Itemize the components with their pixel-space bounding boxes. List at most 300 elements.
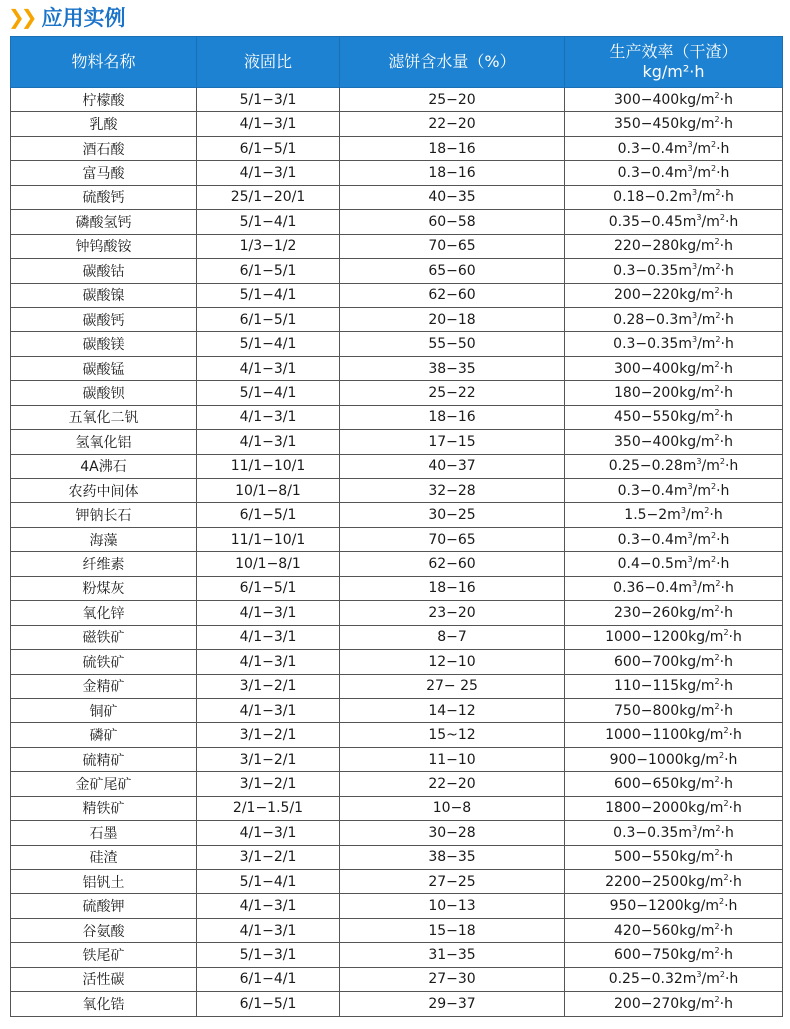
efficiency-part: ·h: [724, 458, 739, 475]
efficiency-part: 200−270kg/m: [614, 995, 715, 1012]
cell-material: 精铁矿: [11, 796, 197, 820]
efficiency-part: ·h: [720, 189, 734, 206]
cell-efficiency: [565, 332, 783, 356]
table-row: [11, 210, 783, 234]
application-table: [10, 36, 783, 1017]
cell-ratio: 5/1−4/1: [197, 381, 340, 405]
efficiency-part: ·h: [719, 849, 733, 866]
cell-material: 碳酸锰: [11, 356, 197, 380]
cell-ratio: 4/1−3/1: [197, 161, 340, 185]
efficiency-part: 1800−2000kg/m: [605, 800, 724, 817]
cell-efficiency: [565, 747, 783, 771]
cell-moisture: 29−37: [340, 992, 565, 1016]
table-row: [11, 796, 783, 820]
cell-moisture: 55−50: [340, 332, 565, 356]
cell-moisture: 10−13: [340, 894, 565, 918]
cell-material: 五氧化二钒: [11, 405, 197, 429]
efficiency-part: ·h: [719, 653, 733, 670]
cell-moisture: 27− 25: [340, 674, 565, 698]
cell-material: 磷矿: [11, 723, 197, 747]
efficiency-part: ·h: [719, 116, 733, 133]
cell-moisture: 38−35: [340, 845, 565, 869]
cell-moisture: 22−20: [340, 772, 565, 796]
cell-moisture: 10−8: [340, 796, 565, 820]
cell-efficiency: [565, 381, 783, 405]
cell-moisture: 8−7: [340, 625, 565, 649]
unit-exponent: 2: [723, 872, 729, 882]
unit-exponent: 2: [719, 212, 725, 222]
cell-efficiency: [565, 479, 783, 503]
efficiency-part: 0.3−0.4m: [617, 482, 688, 499]
efficiency-part: ·h: [724, 971, 739, 988]
cell-ratio: 5/1−4/1: [197, 210, 340, 234]
cell-efficiency: [565, 503, 783, 527]
efficiency-part: 450−550kg/m: [614, 409, 715, 426]
efficiency-part: ·h: [720, 336, 734, 353]
efficiency-part: ·h: [720, 262, 734, 279]
cell-material: 磁铁矿: [11, 625, 197, 649]
unit-exponent: 3: [687, 139, 693, 149]
efficiency-part: /m: [697, 311, 716, 328]
unit-exponent: 3: [691, 579, 698, 589]
cell-ratio: 10/1−8/1: [197, 552, 340, 576]
efficiency-part: ·h: [728, 800, 742, 817]
cell-moisture: 70−65: [340, 527, 565, 551]
table-row: [11, 430, 783, 454]
cell-efficiency: [565, 112, 783, 136]
cell-material: 铝钒土: [11, 870, 197, 894]
cell-efficiency: [565, 356, 783, 380]
efficiency-part: /m: [697, 824, 716, 841]
efficiency-part: 420−560kg/m: [614, 922, 715, 939]
unit-exponent: 2: [714, 432, 720, 442]
cell-moisture: 62−60: [340, 283, 565, 307]
cell-moisture: 18−16: [340, 405, 565, 429]
efficiency-part: 0.3−0.4m: [617, 140, 688, 157]
table-row: [11, 479, 783, 503]
cell-efficiency: [565, 88, 783, 112]
unit-exponent: 3: [687, 530, 693, 540]
cell-moisture: 40−37: [340, 454, 565, 478]
table-row: [11, 894, 783, 918]
cell-moisture: 23−20: [340, 601, 565, 625]
cell-material: 碳酸钴: [11, 259, 197, 283]
table-row: [11, 112, 783, 136]
efficiency-part: 200−220kg/m: [614, 287, 715, 304]
cell-efficiency: [565, 674, 783, 698]
efficiency-part: 0.3−0.4m: [617, 531, 688, 548]
cell-efficiency: [565, 772, 783, 796]
table-row: [11, 185, 783, 209]
efficiency-part: /m: [701, 213, 720, 230]
efficiency-part: ·h: [720, 824, 734, 841]
cell-efficiency: [565, 430, 783, 454]
cell-moisture: 65−60: [340, 259, 565, 283]
cell-material: 钟钨酸铵: [11, 234, 197, 258]
cell-moisture: 18−16: [340, 136, 565, 160]
efficiency-part: ·h: [728, 727, 742, 744]
table-row: [11, 967, 783, 991]
unit-exponent: 2: [715, 188, 721, 198]
cell-ratio: 4/1−3/1: [197, 698, 340, 722]
cell-moisture: 15~12: [340, 723, 565, 747]
efficiency-part: ·h: [719, 775, 733, 792]
cell-material: 乳酸: [11, 112, 197, 136]
table-row: [11, 307, 783, 331]
efficiency-part: ·h: [709, 507, 723, 524]
efficiency-part: 1000−1100kg/m: [605, 727, 724, 744]
efficiency-part: 300−400kg/m: [614, 91, 715, 108]
cell-ratio: 3/1−2/1: [197, 845, 340, 869]
cell-moisture: 30−28: [340, 821, 565, 845]
cell-moisture: 31−35: [340, 943, 565, 967]
cell-moisture: 40−35: [340, 185, 565, 209]
efficiency-part: 0.4−0.5m: [617, 556, 688, 573]
cell-efficiency: [565, 650, 783, 674]
cell-material: 酒石酸: [11, 136, 197, 160]
cell-material: 氢氧化铝: [11, 430, 197, 454]
efficiency-part: ·h: [728, 873, 742, 890]
cell-material: 石墨: [11, 821, 197, 845]
unit-exponent: 2: [719, 897, 725, 907]
efficiency-part: ·h: [719, 604, 733, 621]
efficiency-part: ·h: [728, 629, 742, 646]
cell-efficiency: [565, 552, 783, 576]
cell-material: 铜矿: [11, 698, 197, 722]
cell-material: 粉煤灰: [11, 576, 197, 600]
cell-efficiency: [565, 210, 783, 234]
unit-exponent: 2: [714, 994, 720, 1004]
cell-moisture: 25−20: [340, 88, 565, 112]
unit-exponent: 3: [687, 555, 693, 565]
table-row: [11, 698, 783, 722]
cell-ratio: 5/1−4/1: [197, 870, 340, 894]
table-row: [11, 747, 783, 771]
cell-moisture: 30−25: [340, 503, 565, 527]
cell-ratio: 11/1−10/1: [197, 454, 340, 478]
unit-exponent: 2: [714, 408, 720, 418]
table-row: [11, 821, 783, 845]
unit-exponent: 3: [691, 261, 698, 271]
cell-efficiency: [565, 405, 783, 429]
table-row: [11, 723, 783, 747]
table-row: [11, 356, 783, 380]
efficiency-part: ·h: [719, 91, 733, 108]
efficiency-part: /m: [692, 482, 711, 499]
unit-exponent: 3: [696, 970, 702, 980]
efficiency-part: 500−550kg/m: [614, 849, 715, 866]
cell-ratio: 4/1−3/1: [197, 405, 340, 429]
efficiency-part: 0.3−0.35m: [613, 262, 692, 279]
cell-efficiency: [565, 185, 783, 209]
efficiency-part: 0.18−0.2m: [613, 189, 692, 206]
efficiency-part: 600−750kg/m: [614, 947, 715, 964]
efficiency-part: 0.3−0.4m: [617, 165, 688, 182]
efficiency-part: ·h: [719, 360, 733, 377]
cell-ratio: 3/1−2/1: [197, 747, 340, 771]
double-chevron-icon: ❯❯: [8, 5, 34, 29]
cell-material: 碳酸镁: [11, 332, 197, 356]
efficiency-part: ·h: [719, 384, 733, 401]
efficiency-part: /m: [685, 507, 705, 524]
table-row: [11, 503, 783, 527]
table-row: [11, 283, 783, 307]
cell-efficiency: [565, 796, 783, 820]
unit-exponent: 2: [714, 774, 720, 784]
unit-exponent: 2: [723, 799, 729, 809]
unit-exponent: 2: [710, 530, 717, 540]
cell-material: 农药中间体: [11, 479, 197, 503]
page-title: 应用实例: [41, 6, 126, 30]
efficiency-part: ·h: [724, 751, 738, 768]
efficiency-part: 300−400kg/m: [614, 360, 715, 377]
efficiency-part: 750−800kg/m: [614, 702, 715, 719]
cell-ratio: 10/1−8/1: [197, 479, 340, 503]
cell-efficiency: [565, 259, 783, 283]
table-row: [11, 259, 783, 283]
cell-ratio: 4/1−3/1: [197, 430, 340, 454]
efficiency-part: 600−700kg/m: [614, 653, 715, 670]
cell-ratio: 5/1−3/1: [197, 943, 340, 967]
cell-ratio: 4/1−3/1: [197, 821, 340, 845]
cell-ratio: 6/1−5/1: [197, 259, 340, 283]
cell-efficiency: [565, 234, 783, 258]
cell-ratio: 4/1−3/1: [197, 601, 340, 625]
cell-efficiency: [565, 992, 783, 1016]
cell-efficiency: [565, 698, 783, 722]
cell-ratio: 6/1−4/1: [197, 967, 340, 991]
cell-ratio: 3/1−2/1: [197, 772, 340, 796]
efficiency-part: 230−260kg/m: [614, 604, 715, 621]
cell-efficiency: [565, 967, 783, 991]
efficiency-part: /m: [697, 336, 716, 353]
efficiency-part: ·h: [716, 140, 730, 157]
table-header-row: [11, 37, 783, 88]
cell-ratio: 4/1−3/1: [197, 625, 340, 649]
unit-exponent: 2: [714, 603, 720, 613]
efficiency-part: ·h: [724, 898, 738, 915]
cell-moisture: 27−30: [340, 967, 565, 991]
cell-ratio: 11/1−10/1: [197, 527, 340, 551]
efficiency-part: 350−400kg/m: [614, 433, 715, 450]
cell-ratio: 1/3−1/2: [197, 234, 340, 258]
cell-material: 磷酸氢钙: [11, 210, 197, 234]
table-row: [11, 772, 783, 796]
unit-exponent: 3: [680, 506, 686, 516]
cell-moisture: 60−58: [340, 210, 565, 234]
efficiency-part: ·h: [719, 947, 733, 964]
unit-exponent: 3: [691, 310, 698, 320]
efficiency-part: ·h: [716, 531, 730, 548]
cell-material: 活性碳: [11, 967, 197, 991]
unit-exponent: 2: [710, 164, 717, 174]
table-row: [11, 136, 783, 160]
header-efficiency: [565, 37, 783, 88]
cell-efficiency: [565, 625, 783, 649]
efficiency-part: 180−200kg/m: [614, 384, 715, 401]
cell-efficiency: [565, 601, 783, 625]
cell-efficiency: [565, 161, 783, 185]
efficiency-part: ·h: [724, 213, 739, 230]
unit-exponent: 3: [691, 335, 698, 345]
cell-material: 硫酸钙: [11, 185, 197, 209]
efficiency-part: /m: [692, 140, 711, 157]
unit-exponent: 3: [691, 823, 698, 833]
cell-moisture: 15−18: [340, 918, 565, 942]
cell-ratio: 5/1−4/1: [197, 332, 340, 356]
header-efficiency-label: 生产效率（干渣）: [609, 42, 738, 61]
efficiency-part: 110−115kg/m: [614, 678, 715, 695]
efficiency-part: ·h: [719, 922, 733, 939]
section-title: [8, 2, 126, 32]
unit-exponent: 2: [714, 383, 720, 393]
efficiency-part: /m: [692, 165, 711, 182]
efficiency-part: /m: [692, 531, 711, 548]
cell-efficiency: [565, 307, 783, 331]
cell-efficiency: [565, 136, 783, 160]
unit-exponent: 2: [710, 139, 717, 149]
cell-material: 硫酸钾: [11, 894, 197, 918]
unit-exponent: 3: [696, 457, 702, 467]
cell-ratio: 25/1−20/1: [197, 185, 340, 209]
unit-exponent: 2: [714, 237, 720, 247]
unit-exponent: 2: [719, 457, 725, 467]
table-row: [11, 381, 783, 405]
unit-exponent: 2: [714, 652, 720, 662]
cell-material: 碳酸钡: [11, 381, 197, 405]
header-solid-liquid-ratio: 液固比: [197, 37, 340, 88]
unit-exponent: 2: [719, 970, 725, 980]
unit-exponent: 2: [715, 823, 721, 833]
cell-moisture: 20−18: [340, 307, 565, 331]
unit-exponent: 2: [714, 677, 720, 687]
unit-exponent: 2: [715, 579, 721, 589]
table-row: [11, 650, 783, 674]
unit-exponent: 3: [687, 164, 693, 174]
cell-moisture: 25−22: [340, 381, 565, 405]
efficiency-part: /m: [697, 189, 716, 206]
unit-exponent: 2: [714, 359, 720, 369]
efficiency-part: ·h: [716, 165, 730, 182]
header-cake-moisture: 滤饼含水量（%）: [340, 37, 565, 88]
cell-ratio: 6/1−5/1: [197, 307, 340, 331]
unit-exponent: 2: [723, 628, 729, 638]
cell-moisture: 27−25: [340, 870, 565, 894]
unit-exponent: 2: [704, 506, 710, 516]
unit-exponent: 2: [714, 701, 720, 711]
cell-efficiency: [565, 527, 783, 551]
cell-material: 富马酸: [11, 161, 197, 185]
cell-material: 金精矿: [11, 674, 197, 698]
cell-material: 硫精矿: [11, 747, 197, 771]
cell-efficiency: [565, 943, 783, 967]
cell-moisture: 22−20: [340, 112, 565, 136]
table-row: [11, 88, 783, 112]
efficiency-part: 600−650kg/m: [614, 775, 715, 792]
efficiency-part: ·h: [719, 678, 733, 695]
unit-exponent: 3: [696, 212, 702, 222]
cell-ratio: 4/1−3/1: [197, 918, 340, 942]
table-row: [11, 845, 783, 869]
efficiency-part: 0.3−0.35m: [613, 336, 692, 353]
cell-ratio: 5/1−3/1: [197, 88, 340, 112]
efficiency-part: /m: [697, 580, 716, 597]
table-row: [11, 918, 783, 942]
cell-moisture: 70−65: [340, 234, 565, 258]
cell-moisture: 38−35: [340, 356, 565, 380]
efficiency-part: 0.36−0.4m: [613, 580, 692, 597]
cell-ratio: 6/1−5/1: [197, 503, 340, 527]
cell-moisture: 14−12: [340, 698, 565, 722]
header-efficiency-unit: kg/m²·h: [642, 62, 705, 81]
efficiency-part: 1000−1200kg/m: [605, 629, 724, 646]
cell-ratio: 3/1−2/1: [197, 723, 340, 747]
cell-moisture: 17−15: [340, 430, 565, 454]
cell-ratio: 6/1−5/1: [197, 136, 340, 160]
table-row: [11, 552, 783, 576]
cell-ratio: 4/1−3/1: [197, 894, 340, 918]
cell-efficiency: [565, 723, 783, 747]
unit-exponent: 2: [715, 261, 721, 271]
efficiency-part: ·h: [719, 702, 733, 719]
cell-efficiency: [565, 283, 783, 307]
efficiency-part: ·h: [719, 995, 733, 1012]
efficiency-part: ·h: [719, 409, 733, 426]
unit-exponent: 2: [710, 555, 717, 565]
cell-ratio: 6/1−5/1: [197, 992, 340, 1016]
table-row: [11, 332, 783, 356]
unit-exponent: 2: [723, 726, 729, 736]
efficiency-part: /m: [692, 556, 711, 573]
cell-ratio: 4/1−3/1: [197, 650, 340, 674]
unit-exponent: 3: [687, 481, 693, 491]
unit-exponent: 2: [714, 946, 720, 956]
cell-material: 谷氨酸: [11, 918, 197, 942]
cell-ratio: 2/1−1.5/1: [197, 796, 340, 820]
cell-moisture: 18−16: [340, 576, 565, 600]
table-row: [11, 674, 783, 698]
table-row: [11, 992, 783, 1016]
cell-moisture: 32−28: [340, 479, 565, 503]
efficiency-part: /m: [701, 971, 720, 988]
cell-material: 氧化锆: [11, 992, 197, 1016]
efficiency-part: ·h: [719, 433, 733, 450]
efficiency-part: 1.5−2m: [624, 507, 681, 524]
cell-material: 铁尾矿: [11, 943, 197, 967]
cell-moisture: 12−10: [340, 650, 565, 674]
cell-efficiency: [565, 454, 783, 478]
cell-material: 4A沸石: [11, 454, 197, 478]
table-row: [11, 454, 783, 478]
cell-efficiency: [565, 821, 783, 845]
cell-material: 碳酸钙: [11, 307, 197, 331]
cell-efficiency: [565, 576, 783, 600]
table-row: [11, 576, 783, 600]
cell-ratio: 5/1−4/1: [197, 283, 340, 307]
table-row: [11, 405, 783, 429]
table-row: [11, 625, 783, 649]
cell-ratio: 6/1−5/1: [197, 576, 340, 600]
unit-exponent: 2: [710, 481, 717, 491]
unit-exponent: 2: [719, 750, 725, 760]
cell-ratio: 4/1−3/1: [197, 112, 340, 136]
cell-efficiency: [565, 870, 783, 894]
header-material: 物料名称: [11, 37, 197, 88]
efficiency-part: ·h: [719, 287, 733, 304]
cell-ratio: 4/1−3/1: [197, 356, 340, 380]
table-body: [11, 88, 783, 1017]
cell-efficiency: [565, 845, 783, 869]
